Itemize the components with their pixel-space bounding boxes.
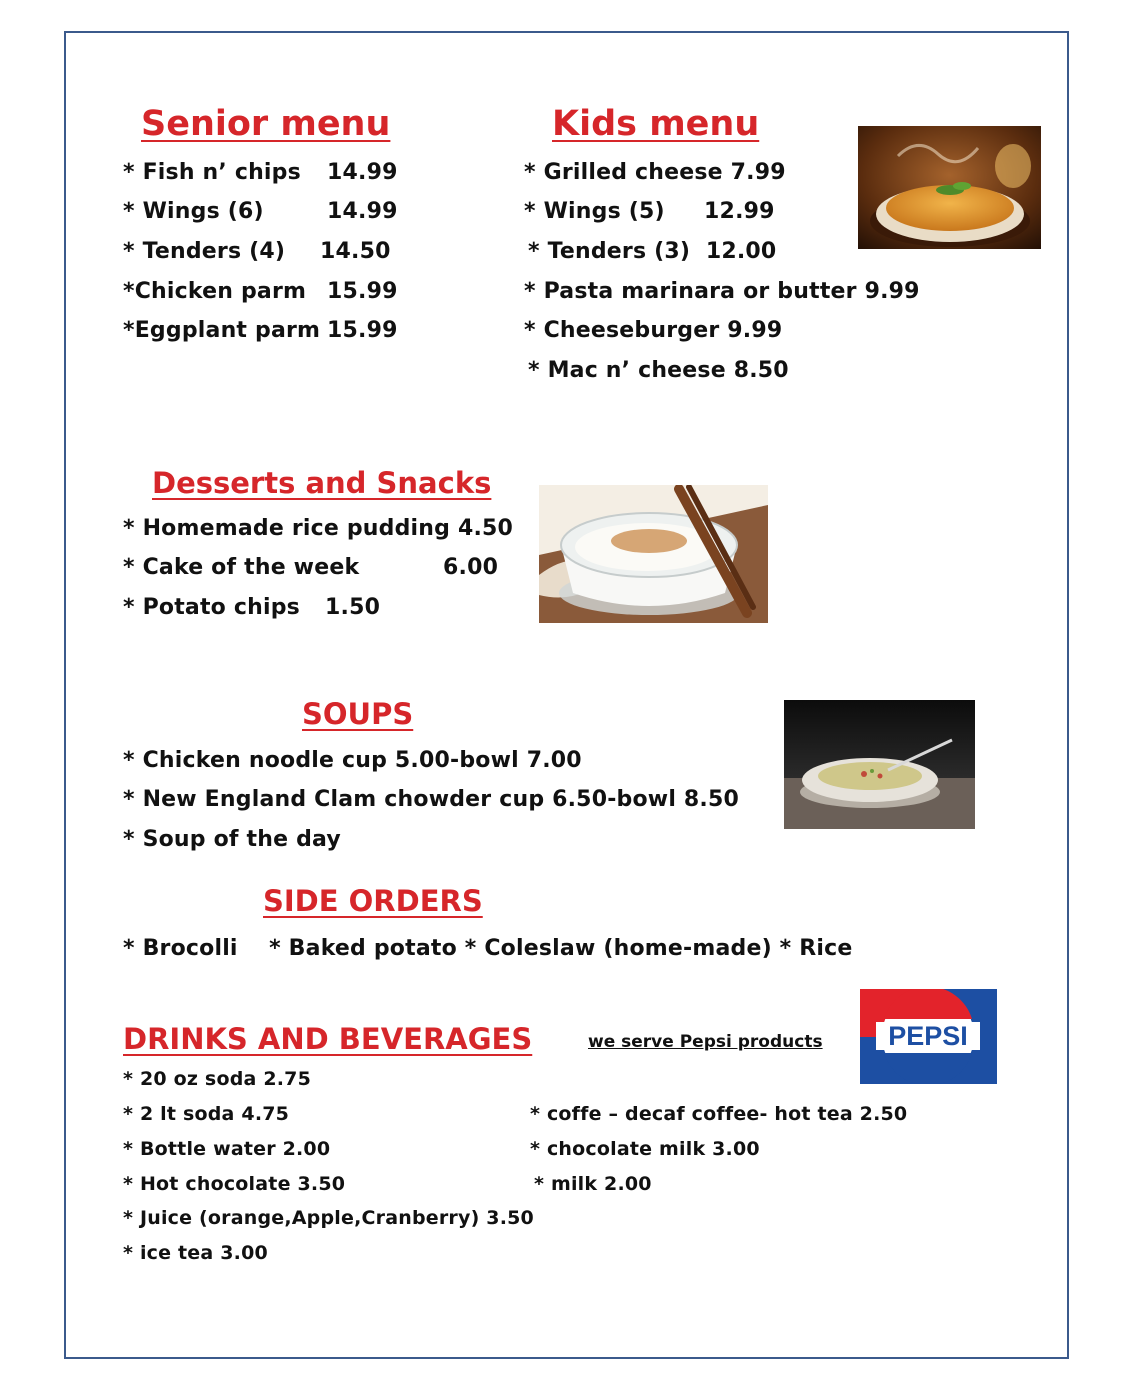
list-item: *Eggplant parm 15.99: [123, 318, 398, 343]
list-item: * Bottle water 2.00: [123, 1138, 331, 1160]
list-item: * Potato chips 1.50: [123, 595, 381, 620]
desserts-title: Desserts and Snacks: [152, 466, 492, 500]
list-item: * Tenders (3) 12.00: [528, 239, 777, 264]
list-item: * Fish n’ chips 14.99: [123, 160, 398, 185]
list-item: * Chicken noodle cup 5.00-bowl 7.00: [123, 748, 582, 773]
list-item: * Cheeseburger 9.99: [524, 318, 783, 343]
list-item: * Juice (orange,Apple,Cranberry) 3.50: [123, 1207, 534, 1229]
pepsi-logo-text: PEPSI: [888, 1021, 968, 1051]
list-item: * 2 lt soda 4.75: [123, 1103, 290, 1125]
list-item: * Soup of the day: [123, 827, 341, 852]
pasta-photo: [858, 126, 1041, 249]
soup-photo: [784, 700, 975, 829]
rice-pudding-photo: [539, 485, 768, 623]
list-item: * Grilled cheese 7.99: [524, 160, 786, 185]
list-item: * 20 oz soda 2.75: [123, 1068, 312, 1090]
list-item: * Homemade rice pudding 4.50: [123, 516, 514, 541]
side-orders-title: SIDE ORDERS: [263, 884, 483, 918]
list-item: * chocolate milk 3.00: [530, 1138, 760, 1160]
list-item: * Tenders (4) 14.50: [123, 239, 391, 264]
list-item: * Hot chocolate 3.50: [123, 1173, 346, 1195]
side-orders-line: * Brocolli * Baked potato * Coleslaw (home-made) * Rice: [123, 936, 853, 961]
list-item: * New England Clam chowder cup 6.50-bowl 8.50: [123, 787, 739, 812]
list-item: *Chicken parm 15.99: [123, 279, 398, 304]
list-item: * Pasta marinara or butter 9.99: [524, 279, 920, 304]
soups-title: SOUPS: [302, 697, 414, 731]
list-item: * Mac n’ cheese 8.50: [528, 358, 789, 383]
list-item: * Wings (6) 14.99: [123, 199, 398, 224]
drinks-title: DRINKS AND BEVERAGES: [123, 1022, 533, 1056]
senior-menu-title: Senior menu: [141, 104, 391, 144]
pepsi-logo: [860, 989, 997, 1084]
kids-menu-title: Kids menu: [552, 104, 760, 144]
list-item: * ice tea 3.00: [123, 1242, 268, 1264]
list-item: * Wings (5) 12.99: [524, 199, 775, 224]
list-item: * Cake of the week 6.00: [123, 555, 499, 580]
list-item: * coffe – decaf coffee- hot tea 2.50: [530, 1103, 908, 1125]
pepsi-note: we serve Pepsi products: [588, 1032, 823, 1052]
list-item: * milk 2.00: [534, 1173, 652, 1195]
